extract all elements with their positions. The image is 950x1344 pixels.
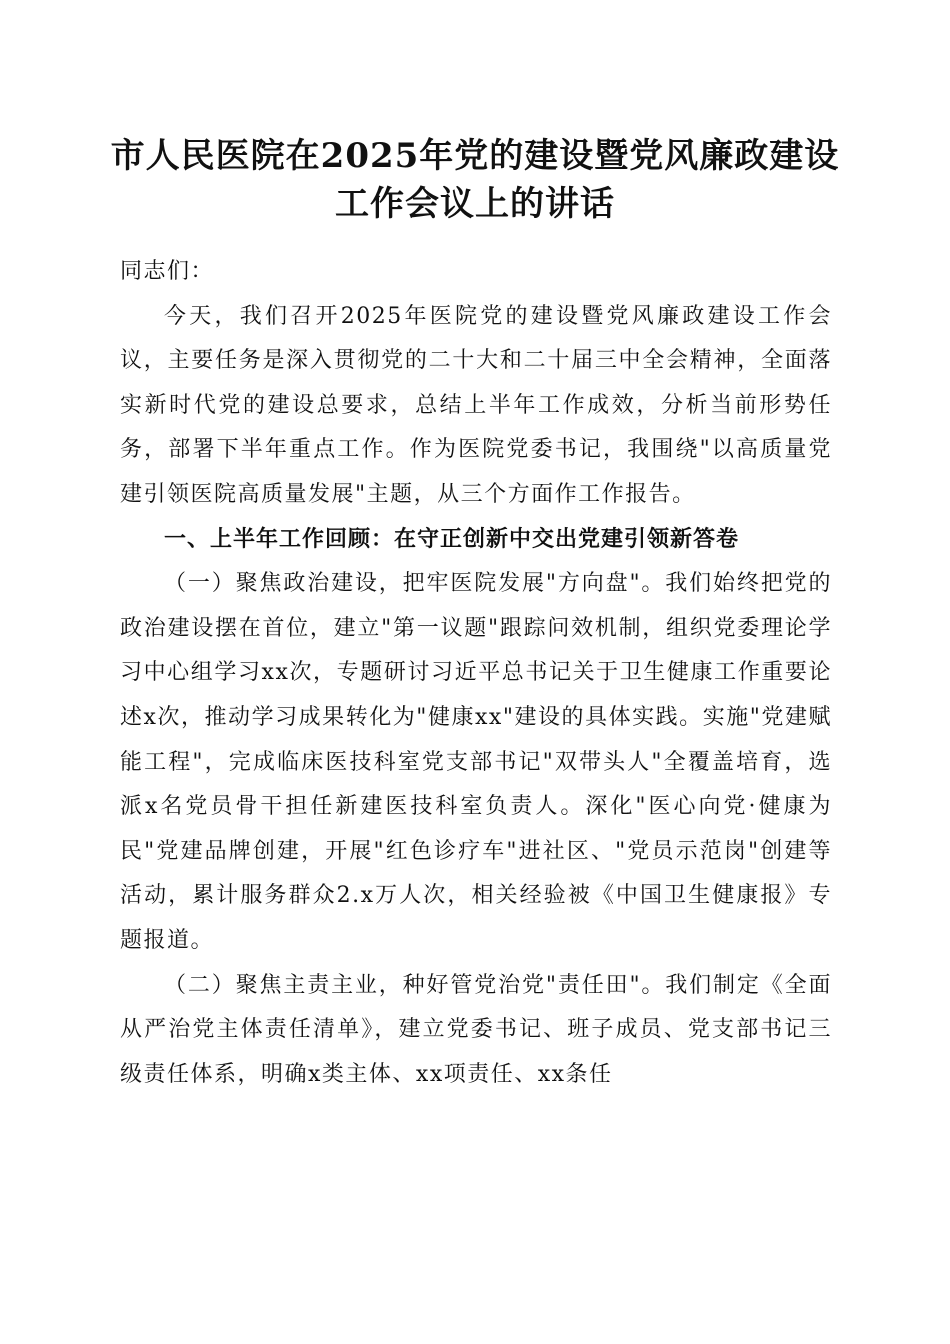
paragraph-main-responsibility: （二）聚焦主责主业，种好管党治党"责任田"。我们制定《全面从严治党主体责任清单》，建立党委书记、班子成员、党支部书记三级责任体系，明确x类主体、xx项责任、xx条任 [120,972,832,1087]
paragraph-political-building: （一）聚焦政治建设，把牢医院发展"方向盘"。我们始终把党的政治建设摆在首位，建立"第一议题"跟踪问效机制，组织党委理论学习中心组学习xx次，专题研讨习近平总书记关于卫生健康工作重要论述x次，推动学习成果转化为"健康xx"建设的具体实践。实施"党建赋能工程"，完成临床医技科室党支部书记"双带头人"全覆盖培育，选派x名党员骨干担任新建医技科室负责人。深化"医心向党·健康为民"党建品牌创建，开展"红色诊疗车"进社区、"党员示范岗"创建等活动，累计服务群众2.x万人次，相关经验被《中国卫生健康报》专题报道。 [120,571,832,953]
intro-paragraph: 今天，我们召开2025年医院党的建设暨党风廉政建设工作会议，主要任务是深入贯彻党的二十大和二十届三中全会精神，全面落实新时代党的建设总要求，总结上半年工作成效，分析当前形势任务，部署下半年重点工作。作为医院党委书记，我围绕"以高质量党建引领医院高质量发展"主题，从三个方面作工作报告。 [120,303,832,507]
salutation: 同志们： [120,259,215,284]
document-body [120,250,832,1097]
section-heading-1: 一、上半年工作回顾：在守正创新中交出党建引领新答卷 [164,526,740,552]
document-title: 市人民医院在2025年党的建设暨党风廉政建设工作会议上的讲话 [110,136,840,224]
